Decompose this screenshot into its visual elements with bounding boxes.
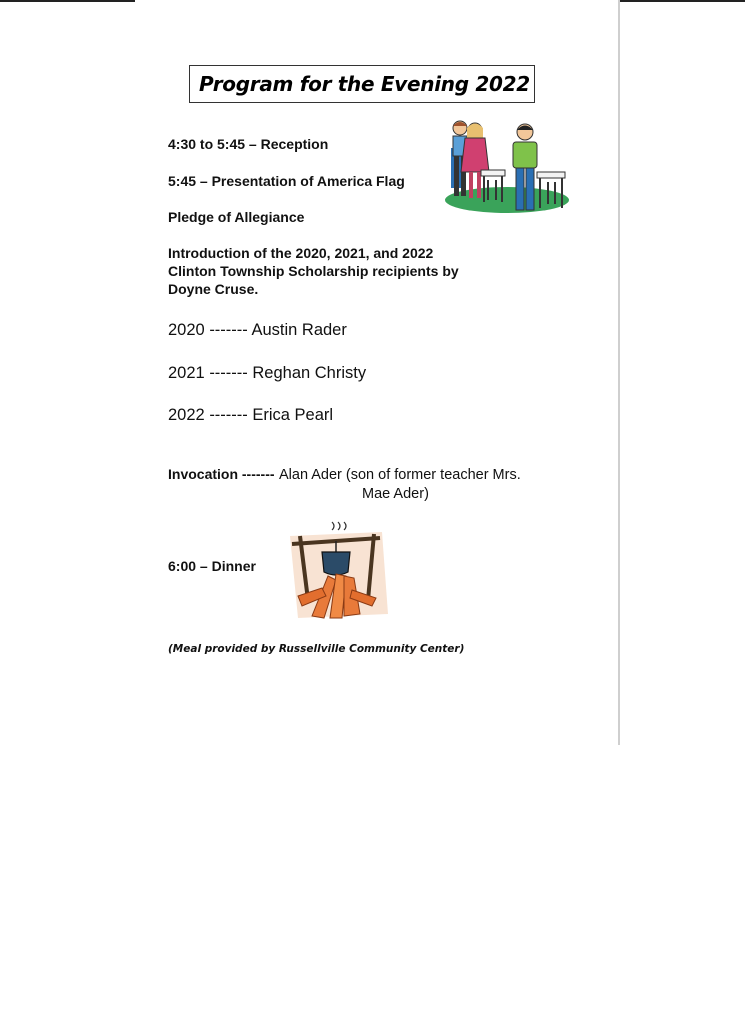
recipient-name: Austin Rader <box>251 321 347 339</box>
title-box <box>189 65 535 103</box>
recipient-2020 <box>168 321 347 340</box>
pledge-item: Pledge of Allegiance <box>168 209 305 225</box>
recipient-separator: ------- <box>209 406 248 424</box>
scan-edge-top-left <box>0 0 135 2</box>
recipient-year: 2020 <box>168 321 205 339</box>
recipient-2022 <box>168 406 333 425</box>
page-title: Program for the Evening 2022 <box>199 72 530 96</box>
meal-note: (Meal provided by Russellville Community Center) <box>168 643 465 655</box>
reception-item: 4:30 to 5:45 – Reception <box>168 136 329 152</box>
campfire-cooking-pot-clipart-icon <box>278 518 394 622</box>
scan-edge-top-right <box>618 0 745 2</box>
intro-line-2: Clinton Township Scholarship recipients by <box>168 263 459 279</box>
recipient-name: Erica Pearl <box>252 406 334 424</box>
invocation-label: Invocation ------- <box>168 466 275 482</box>
recipient-year: 2021 <box>168 364 205 382</box>
invocation-line-2: Mae Ader) <box>362 486 429 502</box>
intro-line-1: Introduction of the 2020, 2021, and 2022 <box>168 245 434 261</box>
invocation-text: Alan Ader (son of former teacher Mrs. <box>278 467 521 483</box>
scan-edge-right <box>618 0 620 745</box>
children-pledging-clipart-icon <box>443 118 571 216</box>
recipient-2021 <box>168 364 366 383</box>
intro-line-3: Doyne Cruse. <box>168 281 259 297</box>
dinner-item: 6:00 – Dinner <box>168 558 256 574</box>
recipient-separator: ------- <box>209 321 248 339</box>
recipient-year: 2022 <box>168 406 205 424</box>
flag-item: 5:45 – Presentation of America Flag <box>168 173 405 189</box>
recipient-name: Reghan Christy <box>252 364 367 382</box>
invocation-line-1 <box>168 466 521 484</box>
recipient-separator: ------- <box>209 364 248 382</box>
